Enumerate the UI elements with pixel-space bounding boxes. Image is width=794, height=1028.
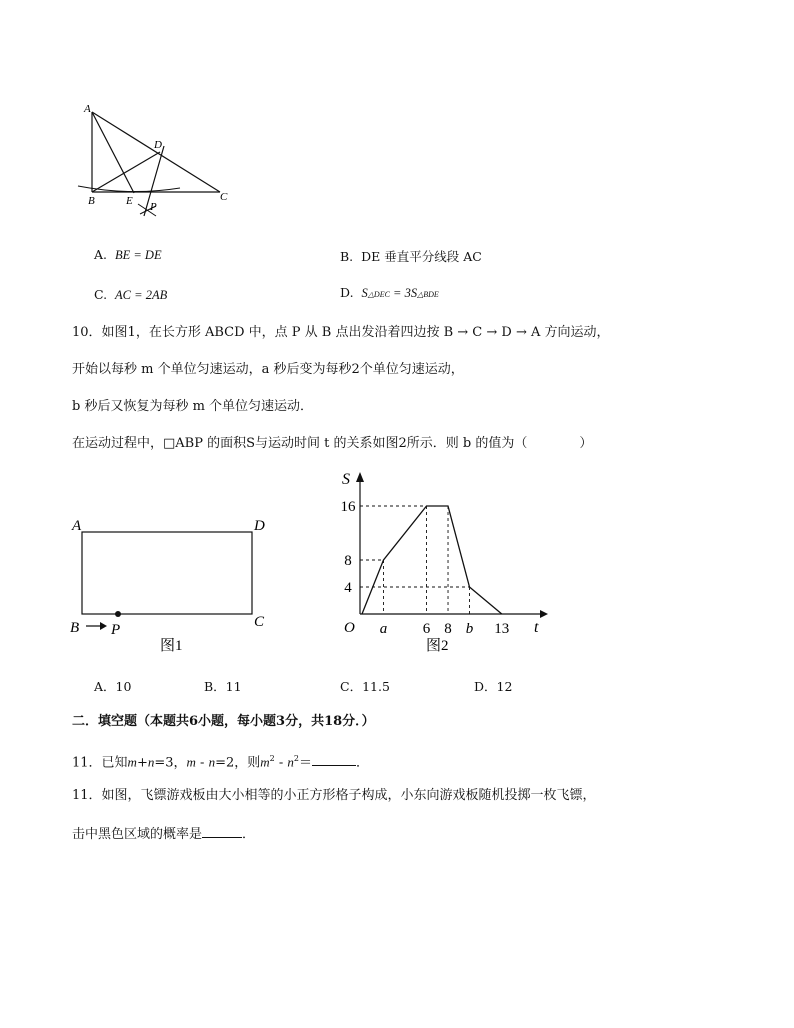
section-2-title: 二．填空题（本题共6小题，每小题3分，共18分．） — [72, 714, 375, 729]
option-letter: D. — [340, 285, 354, 300]
var-n: n — [147, 754, 155, 770]
option-letter: A. — [94, 247, 108, 262]
x-tick-label: 6 — [422, 621, 431, 637]
area-subscript-1: △DEC — [367, 290, 390, 299]
q9-option-d — [340, 285, 439, 301]
equals-sign: ＝ — [299, 755, 313, 771]
label-a: A — [84, 103, 91, 115]
figure-1-rectangle — [60, 510, 280, 660]
option-text: BE = DE — [114, 248, 162, 262]
equals-3: =3， — [154, 755, 187, 771]
label-p: P — [111, 622, 121, 638]
q10-option-d: D．12 — [474, 679, 513, 694]
period: ． — [242, 827, 256, 842]
segment-bd — [92, 152, 160, 192]
origin-label: O — [344, 620, 355, 636]
q10-option-c: C．11.5 — [340, 679, 390, 694]
option-text: AC = 2AB — [115, 288, 168, 302]
var-n: n — [287, 754, 294, 770]
label-b: B — [88, 195, 95, 207]
segment-ae — [92, 112, 134, 193]
label-c: C — [254, 614, 265, 630]
answer-blank[interactable] — [202, 825, 242, 838]
q11-dart-line2 — [72, 825, 255, 843]
figure-2-caption: 图2 — [426, 638, 449, 654]
var-m: m — [186, 754, 196, 770]
figure-1-caption: 图1 — [160, 638, 183, 654]
label-d: D — [154, 139, 162, 151]
option-letter: C. — [94, 287, 108, 302]
figure-2-graph — [330, 462, 560, 662]
answer-blank[interactable] — [312, 753, 356, 766]
label-e: E — [126, 195, 133, 207]
y-tick-label: 16 — [340, 499, 356, 515]
y-axis-arrow — [356, 472, 364, 482]
option-text: DE 垂直平分线段 AC — [361, 249, 482, 264]
q9-option-b — [340, 247, 482, 265]
minus-sign: - — [274, 755, 288, 771]
minus-sign: - — [195, 755, 209, 771]
q9-option-c — [94, 287, 167, 303]
label-p: P — [150, 201, 157, 213]
y-axis-label: S — [342, 471, 350, 488]
x-tick-label: 8 — [444, 621, 452, 637]
x-tick-label: a — [379, 621, 388, 637]
y-tick-label: 4 — [344, 580, 352, 596]
arrow-head — [100, 622, 107, 630]
equals-2: =2，则 — [215, 755, 261, 771]
x-axis-arrow — [540, 610, 548, 618]
q10-line3: b 秒后又恢复为每秒 m 个单位匀速运动． — [72, 399, 314, 414]
label-a: A — [72, 518, 82, 534]
y-tick-label: 8 — [344, 553, 352, 569]
area-symbol: S — [361, 286, 368, 300]
q11-prefix: 11．已知 — [72, 755, 128, 771]
q10-line2: 开始以每秒 m 个单位匀速运动，a 秒后变为每秒2个单位匀速运动， — [72, 362, 464, 377]
option-letter: B. — [340, 249, 354, 264]
triangle-figure-q9 — [70, 100, 240, 220]
label-b: B — [70, 620, 80, 636]
var-n: n — [208, 754, 216, 770]
q11-dart-line1: 11．如图，飞镖游戏板由大小相等的小正方形格子构成，小东向游戏板随机投掷一枚飞镖， — [72, 788, 596, 803]
q10-option-a: A．10 — [94, 679, 132, 694]
label-c: C — [220, 191, 228, 203]
var-m: m — [260, 754, 270, 770]
q11-algebra — [72, 751, 369, 771]
var-m: m — [127, 754, 137, 770]
x-tick-label: b — [465, 621, 474, 637]
segment-ac — [92, 112, 220, 192]
x-tick-label: 13 — [494, 621, 510, 637]
area-relation: = 3S — [389, 286, 418, 300]
q11-dart-text: 击中黑色区域的概率是 — [72, 827, 203, 842]
period: ． — [356, 755, 370, 771]
series-line — [362, 506, 502, 614]
q10-line4: 在运动过程中，□ABP 的面积S与运动时间 t 的关系如图2所示．则 b 的值为（ ） — [72, 436, 593, 451]
area-subscript-2: △BDE — [417, 290, 439, 299]
rectangle-abcd — [82, 532, 252, 614]
exponent: 2 — [293, 754, 299, 763]
point-p — [115, 611, 121, 617]
x-axis-label: t — [534, 619, 539, 636]
q9-option-a — [94, 247, 162, 263]
label-d: D — [254, 518, 265, 534]
q10-line1: 10．如图1，在长方形 ABCD 中，点 P 从 B 点出发沿着四边按 B → C → D → A 方向运动， — [72, 325, 610, 340]
q10-option-b: B．11 — [204, 679, 242, 694]
exponent: 2 — [269, 754, 275, 763]
plus-sign: + — [136, 755, 148, 771]
